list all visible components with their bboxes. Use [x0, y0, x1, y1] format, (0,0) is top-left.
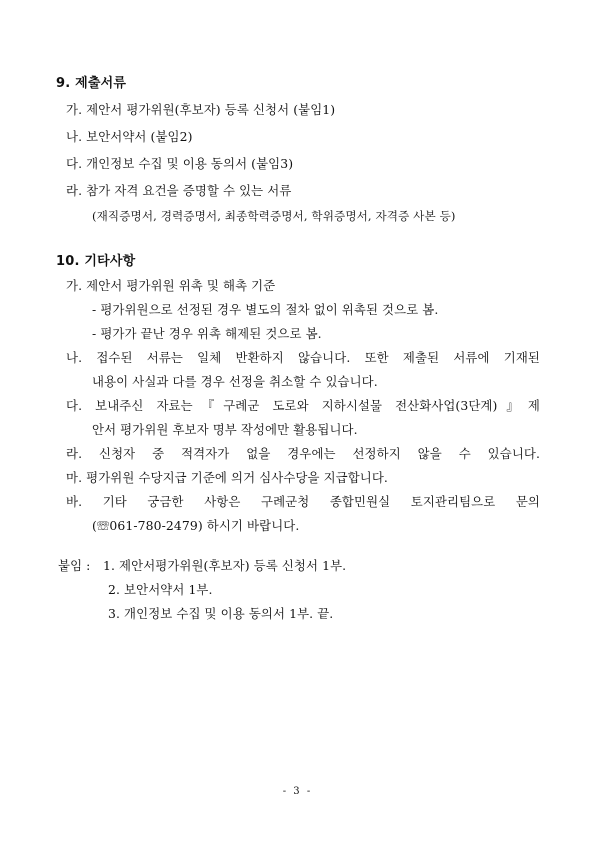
section-10-item-da-line-2: 안서 평가위원 후보자 명부 작성에만 활용됩니다. [92, 422, 358, 437]
section-9-item-da: 다. 개인정보 수집 및 이용 동의서 (붙임3) [66, 156, 294, 171]
section-10-dash-2: - 평가가 끝난 경우 위촉 해제된 것으로 봄. [92, 326, 322, 341]
section-10-item-ra: 라. 신청자 중 적격자가 없을 경우에는 선정하지 않을 수 있습니다. [66, 446, 540, 461]
attachment-item-2: 2. 보안서약서 1부. [108, 582, 213, 597]
section-10-item-ba-line-1: 바. 기타 궁금한 사항은 구례군청 종합민원실 토지관리팀으로 문의 [66, 494, 540, 509]
section-10-item-ga: 가. 제안서 평가위원 위촉 및 해촉 기준 [66, 278, 276, 293]
attachment-item-3: 3. 개인정보 수집 및 이용 동의서 1부. 끝. [108, 606, 334, 621]
section-9-item-ga: 가. 제안서 평가위원(후보자) 등록 신청서 (붙임1) [66, 102, 336, 117]
section-10-dash-1: - 평가위원으로 선정된 경우 별도의 절차 없이 위촉된 것으로 봄. [92, 302, 439, 317]
section-10-item-na-line-1: 나. 접수된 서류는 일체 반환하지 않습니다. 또한 제출된 서류에 기재된 [66, 350, 540, 365]
page-number: - 3 - [282, 786, 313, 797]
section-10-item-da-line-1: 다. 보내주신 자료는『구례군 도로와 지하시설물 전산화사업(3단계)』제 [66, 398, 540, 413]
section-9-item-na: 나. 보안서약서 (붙임2) [66, 129, 193, 144]
section-10-item-ba-line-2: (☏061-780-2479) 하시기 바랍니다. [92, 518, 300, 533]
attachment-item-1: 1. 제안서평가위원(후보자) 등록 신청서 1부. [103, 558, 347, 573]
section-9-note: (재직증명서, 경력증명서, 최종학력증명서, 학위증명서, 자격증 사본 등) [92, 209, 456, 223]
section-10-heading: 10. 기타사항 [56, 254, 136, 269]
section-9-item-ra: 라. 참가 자격 요건을 증명할 수 있는 서류 [66, 183, 292, 198]
section-9-heading: 9. 제출서류 [56, 76, 127, 91]
section-10-item-ma: 마. 평가위원 수당지급 기준에 의거 심사수당을 지급합니다. [66, 470, 388, 485]
attachments-label: 붙임 : [58, 558, 91, 573]
section-10-item-na-line-2: 내용이 사실과 다를 경우 선정을 취소할 수 있습니다. [92, 374, 378, 389]
